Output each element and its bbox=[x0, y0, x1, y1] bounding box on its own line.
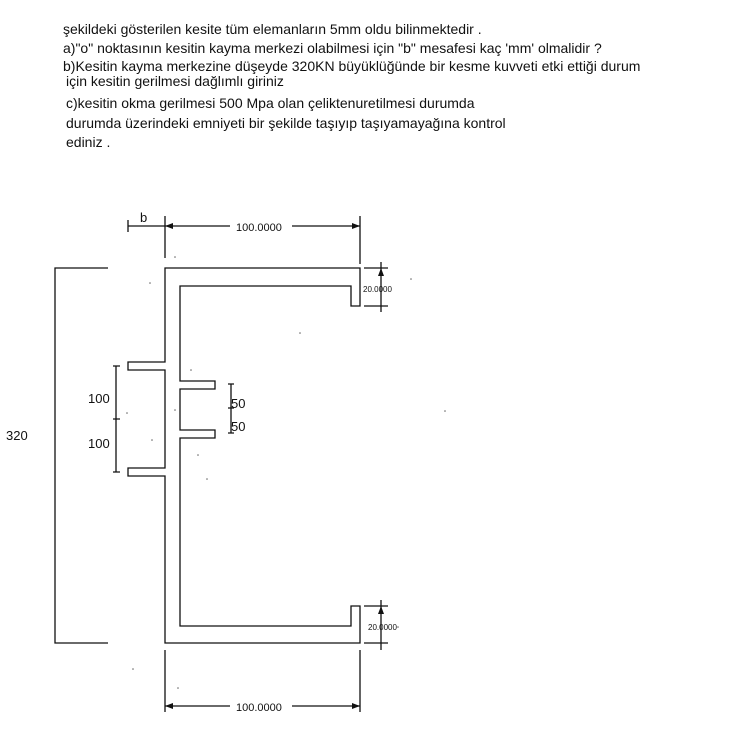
b-label: b bbox=[140, 210, 148, 225]
bottom-lip-arrow bbox=[378, 606, 384, 614]
stub-lower-label: 50 bbox=[231, 419, 246, 434]
question-line-2: a)"o" noktasının kesitin kayma merkezi olabilmesi için "b" mesafesi kaç 'mm' olmalidir ? bbox=[63, 40, 602, 56]
question-line-4: için kesitin gerilmesi dağlımlı giriniz bbox=[66, 73, 284, 89]
bottom-lip-label: 20.0000 bbox=[368, 623, 397, 632]
top-lip-label: 20.0000 bbox=[363, 285, 392, 294]
web-dimension-line bbox=[113, 366, 120, 472]
question-line-3: b)Kesitin kayma merkezine düşeyde 320KN büyüklüğünde bir kesme kuvveti etki ettiği durum bbox=[63, 58, 641, 74]
total-height-label: 320 bbox=[6, 428, 28, 443]
section-outline bbox=[128, 268, 360, 643]
question-line-7: ediniz . bbox=[66, 134, 111, 150]
web-lower-label: 100 bbox=[88, 436, 110, 451]
bottom-width-label: 100.0000 bbox=[236, 702, 282, 714]
question-line-1: şekildeki gösterilen kesite tüm elemanların 5mm oldu bilinmektedir . bbox=[63, 21, 482, 37]
top-width-arrow-right bbox=[352, 223, 360, 229]
web-upper-label: 100 bbox=[88, 391, 110, 406]
stub-upper-label: 50 bbox=[231, 396, 246, 411]
bottom-width-arrow-left bbox=[165, 703, 173, 709]
b-arrow-left bbox=[165, 223, 173, 229]
question-line-6: durumda üzerindeki emniyeti bir şekilde taşıyıp taşıyamayağına kontrol bbox=[66, 115, 506, 131]
bottom-width-arrow-right bbox=[352, 703, 360, 709]
question-line-5: c)kesitin okma gerilmesi 500 Mpa olan çeliktenuretilmesi durumda bbox=[66, 95, 475, 111]
top-width-label: 100.0000 bbox=[236, 222, 282, 234]
top-lip-arrow bbox=[378, 268, 384, 276]
height-dimension-bracket bbox=[55, 268, 108, 643]
